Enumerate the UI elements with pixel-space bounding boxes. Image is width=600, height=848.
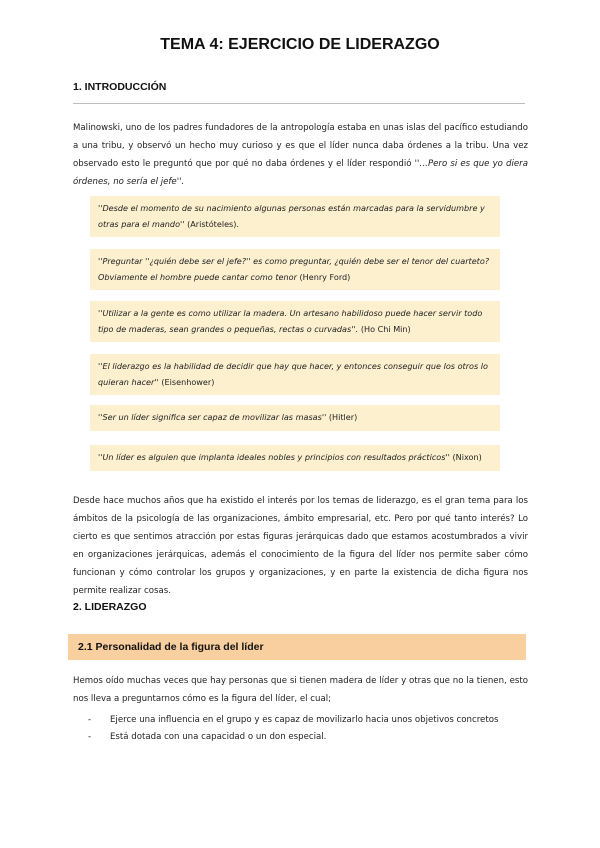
intro-quote: ''…Pero si es que yo diera órdenes, no sería el jefe''.: [73, 159, 528, 187]
section-divider: [73, 103, 525, 104]
quote-text: ''El liderazgo es la habilidad de decidir que hay que hacer, y entonces conseguir que los otros lo quieran hacer'': [98, 361, 488, 387]
list-item: [88, 729, 528, 746]
intro-text: Malinowski, uno de los padres fundadores de la antropología estaba en unas islas del pacífico estudiando a una tribu, y observó un hecho muy curioso y es que el líder nunca daba órdenes a la tribu. Una vez observado esto le preguntó que por qué no daba órdenes y el líder respondió: [73, 123, 528, 169]
quote-text: ''Utilizar a la gente es como utilizar la madera. Un artesano habilidoso puede hacer servir todo tipo de maderas, sean grandes o pequeñas, rectas o curvadas''.: [98, 308, 483, 334]
closing-paragraph: Desde hace muchos años que ha existido el interés por los temas de liderazgo, es el gran tema para los ámbitos de la psicología de las organizaciones, ámbito empresarial, etc. Pero por qué tanto interés? Lo cierto es que sentimos atracción por estas figuras jerárquicas dado que estamos acostumbrados a vivir en organizaciones jerárquicas, además el conocimiento de la figura del líder nos permite saber cómo funcionan y cómo controlar los grupos y organizaciones, y en parte la existencia de dicha figura nos permite realizar cosas.: [73, 496, 528, 596]
quote-box: [90, 354, 500, 395]
section-heading-introduccion: 1. INTRODUCCIÓN: [73, 81, 167, 93]
quote-author: (Eisenhower): [161, 376, 215, 387]
quote-author: (Ho Chi Min): [360, 323, 411, 334]
bullet-list: [88, 712, 528, 746]
liderazgo-paragraph: Hemos oído muchas veces que hay personas que si tienen madera de líder y otras que no la tienen, esto nos lleva a preguntarnos cómo es la figura del líder, el cual;: [73, 676, 528, 704]
quote-text: ''Un líder es alguien que implanta ideales nobles y principios con resultados prácticos'': [98, 452, 453, 462]
quote-author: (Aristóteles).: [187, 218, 240, 229]
quote-box: [90, 301, 500, 342]
quote-author: (Nixon): [452, 452, 482, 462]
quote-box: [90, 249, 500, 290]
quote-box: [90, 405, 500, 431]
bullet-marker: -: [88, 715, 92, 725]
quote-text: ''Desde el momento de su nacimiento algunas personas están marcadas para la servidumbre y otras para el mando'': [98, 203, 485, 229]
quote-box: [90, 445, 500, 471]
quote-box: [90, 196, 500, 237]
list-item-text: Está dotada con una capacidad o un don especial.: [110, 732, 327, 742]
quote-author: (Hitler): [328, 412, 358, 422]
section-heading-liderazgo: 2. LIDERAZGO: [73, 601, 147, 613]
subsection-heading: 2.1 Personalidad de la figura del líder: [68, 634, 526, 660]
intro-paragraph: [73, 119, 528, 191]
list-item: [88, 712, 528, 729]
list-item-text: Ejerce una influencia en el grupo y es capaz de movilizarlo hacia unos objetivos concretos: [110, 715, 499, 725]
quote-text: ''Preguntar ''¿quién debe ser el jefe?'' es como preguntar, ¿quién debe ser el tenor del cuarteto? Obviamente el hombre puede cantar como tenor: [98, 256, 490, 282]
bullet-marker: -: [88, 732, 92, 742]
quote-text: ''Ser un líder significa ser capaz de movilizar las masas'': [98, 412, 329, 422]
document-title: TEMA 4: EJERCICIO DE LIDERAZGO: [160, 36, 440, 53]
quote-author: (Henry Ford): [299, 271, 351, 282]
